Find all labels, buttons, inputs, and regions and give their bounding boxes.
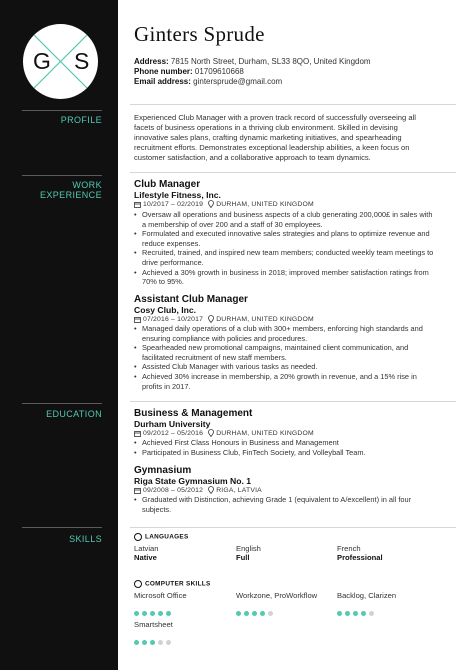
list-item: • Managed daily operations of a club with 300+ members, enforcing high standards and ensuring compliance with policies and procedures. xyxy=(134,324,434,343)
section-rule xyxy=(130,172,456,173)
rating-dot xyxy=(236,611,241,616)
job-bullets xyxy=(134,324,434,391)
language-level: Professional xyxy=(337,553,383,562)
calendar-icon xyxy=(134,316,141,323)
contact-phone xyxy=(134,67,244,77)
rating-dot xyxy=(353,611,358,616)
avatar xyxy=(23,24,98,99)
contact-address xyxy=(134,57,371,67)
skill-name: Workzone, ProWorkflow xyxy=(236,591,318,600)
skill-name: Backlog, Clarizen xyxy=(337,591,397,600)
section-label-skills: SKILLS xyxy=(69,534,102,544)
skill-name: Microsoft Office xyxy=(134,591,187,600)
sidebar-divider xyxy=(22,110,102,111)
email-value: gintersprude@gmail.com xyxy=(193,77,283,86)
section-label-education: EDUCATION xyxy=(46,409,102,419)
list-item: • Participated in Business Club, FinTech Society, and Volleyball Team. xyxy=(134,448,434,458)
education-location: RIGA, LATVIA xyxy=(216,487,262,494)
info-icon xyxy=(134,533,142,541)
degree-title: Gymnasium xyxy=(134,465,192,476)
languages-heading-label: LANGUAGES xyxy=(145,533,189,541)
list-item: • Achieved 30% increase in membership, a 20% growth in revenue, and a 15% rise in profits in 2017. xyxy=(134,372,434,391)
job-title: Assistant Club Manager xyxy=(134,294,248,305)
skill-name: Smartsheet xyxy=(134,620,173,629)
address-value: 7815 North Street, Durham, SL33 8QO, United Kingdom xyxy=(170,57,371,66)
rating-dot xyxy=(345,611,350,616)
section-rule xyxy=(130,527,456,528)
section-label-work-2: EXPERIENCE xyxy=(39,190,102,200)
section-label-profile: PROFILE xyxy=(60,115,102,125)
rating-dot xyxy=(244,611,249,616)
education-dates: 09/2012 – 05/2016 xyxy=(143,430,204,437)
email-label: Email address: xyxy=(134,77,191,86)
list-item: • Oversaw all operations and business aspects of a club generating 200,000£ in sales with a membership of over 200 and a staff of 30 employees. xyxy=(134,210,434,229)
job-location: DURHAM, UNITED KINGDOM xyxy=(216,316,314,323)
languages-heading xyxy=(134,533,189,542)
job-meta xyxy=(134,200,314,209)
phone-value: 01709610668 xyxy=(194,67,244,76)
job-meta xyxy=(134,315,314,324)
list-item: • Graduated with Distinction, achieving Grade 1 (equivalent to A/excellent) in all four subjects. xyxy=(134,495,434,514)
list-item: • Achieved a 30% growth in business in 2018; improved member satisfaction ratings from 70% to 95%. xyxy=(134,268,434,287)
sidebar-divider xyxy=(22,403,102,404)
education-dates: 09/2008 – 05/2012 xyxy=(143,487,204,494)
school-name: Durham University xyxy=(134,419,211,429)
initial-first: G xyxy=(33,48,51,74)
rating-dot xyxy=(142,640,147,645)
skill-rating xyxy=(134,632,174,638)
rating-dot xyxy=(166,640,171,645)
list-item: • Formulated and executed innovative sales strategies and plans to optimize revenue and reduce expenses. xyxy=(134,229,434,248)
section-rule xyxy=(130,104,456,105)
phone-label: Phone number: xyxy=(134,67,193,76)
list-item: • Assisted Club Manager with various tasks as needed. xyxy=(134,362,434,372)
rating-dot xyxy=(142,611,147,616)
job-location: DURHAM, UNITED KINGDOM xyxy=(216,201,314,208)
skill-rating xyxy=(134,603,174,609)
calendar-icon xyxy=(134,430,141,437)
initial-last: S xyxy=(74,48,90,74)
location-pin-icon xyxy=(208,486,214,494)
list-item: • Recruited, trained, and inspired new team members; conducted weekly team meetings to drive performance. xyxy=(134,248,434,267)
education-bullets xyxy=(134,438,434,457)
language-level: Native xyxy=(134,553,157,562)
computer-skills-heading xyxy=(134,580,211,589)
rating-dot xyxy=(134,640,139,645)
rating-dot xyxy=(337,611,342,616)
language-name: French xyxy=(337,544,361,553)
rating-dot xyxy=(150,640,155,645)
rating-dot xyxy=(361,611,366,616)
rating-dot xyxy=(252,611,257,616)
education-location: DURHAM, UNITED KINGDOM xyxy=(216,430,314,437)
rating-dot xyxy=(134,611,139,616)
computer-skills-heading-label: COMPUTER SKILLS xyxy=(145,580,211,588)
degree-title: Business & Management xyxy=(134,408,253,419)
info-icon xyxy=(134,580,142,588)
rating-dot xyxy=(158,640,163,645)
company-name: Cosy Club, Inc. xyxy=(134,305,197,315)
contact-email xyxy=(134,77,282,87)
sidebar-divider xyxy=(22,175,102,176)
job-dates: 10/2017 – 02/2019 xyxy=(143,201,204,208)
school-name: Riga State Gymnasium No. 1 xyxy=(134,476,252,486)
rating-dot xyxy=(369,611,374,616)
job-title: Club Manager xyxy=(134,179,201,190)
profile-summary: Experienced Club Manager with a proven track record of successfully overseeing all facets of business operations in a thriving club environment. Skilled in devising innovative sales plans, crafting dynamic marketing initiatives, and spearheading recruitment efforts. Demonstrates exceptional leadership abilities, a keen focus on customer satisfaction, and a collaborative approach to team dynamics. xyxy=(134,113,416,162)
location-pin-icon xyxy=(208,200,214,208)
section-label-work-1: WORK xyxy=(72,180,102,190)
company-name: Lifestyle Fitness, Inc. xyxy=(134,190,221,200)
language-name: Latvian xyxy=(134,544,159,553)
location-pin-icon xyxy=(208,429,214,437)
sidebar-divider xyxy=(22,527,102,528)
sidebar xyxy=(0,0,118,670)
rating-dot xyxy=(150,611,155,616)
skill-rating xyxy=(236,603,276,609)
rating-dot xyxy=(260,611,265,616)
skill-rating xyxy=(337,603,377,609)
rating-dot xyxy=(268,611,273,616)
address-label: Address: xyxy=(134,57,169,66)
language-name: English xyxy=(236,544,261,553)
list-item: • Achieved First Class Honours in Business and Management xyxy=(134,438,434,448)
education-bullets xyxy=(134,495,434,514)
calendar-icon xyxy=(134,201,141,208)
location-pin-icon xyxy=(208,315,214,323)
section-rule xyxy=(130,401,456,402)
language-level: Full xyxy=(236,553,250,562)
job-dates: 07/2016 – 10/2017 xyxy=(143,316,204,323)
job-bullets xyxy=(134,210,434,287)
rating-dot xyxy=(158,611,163,616)
rating-dot xyxy=(166,611,171,616)
calendar-icon xyxy=(134,487,141,494)
list-item: • Spearheaded new promotional campaigns, maintained client communication, and facilitated recruitment of new staff members. xyxy=(134,343,434,362)
person-name: Ginters Sprude xyxy=(134,22,265,46)
education-meta xyxy=(134,429,314,438)
education-meta xyxy=(134,486,262,495)
